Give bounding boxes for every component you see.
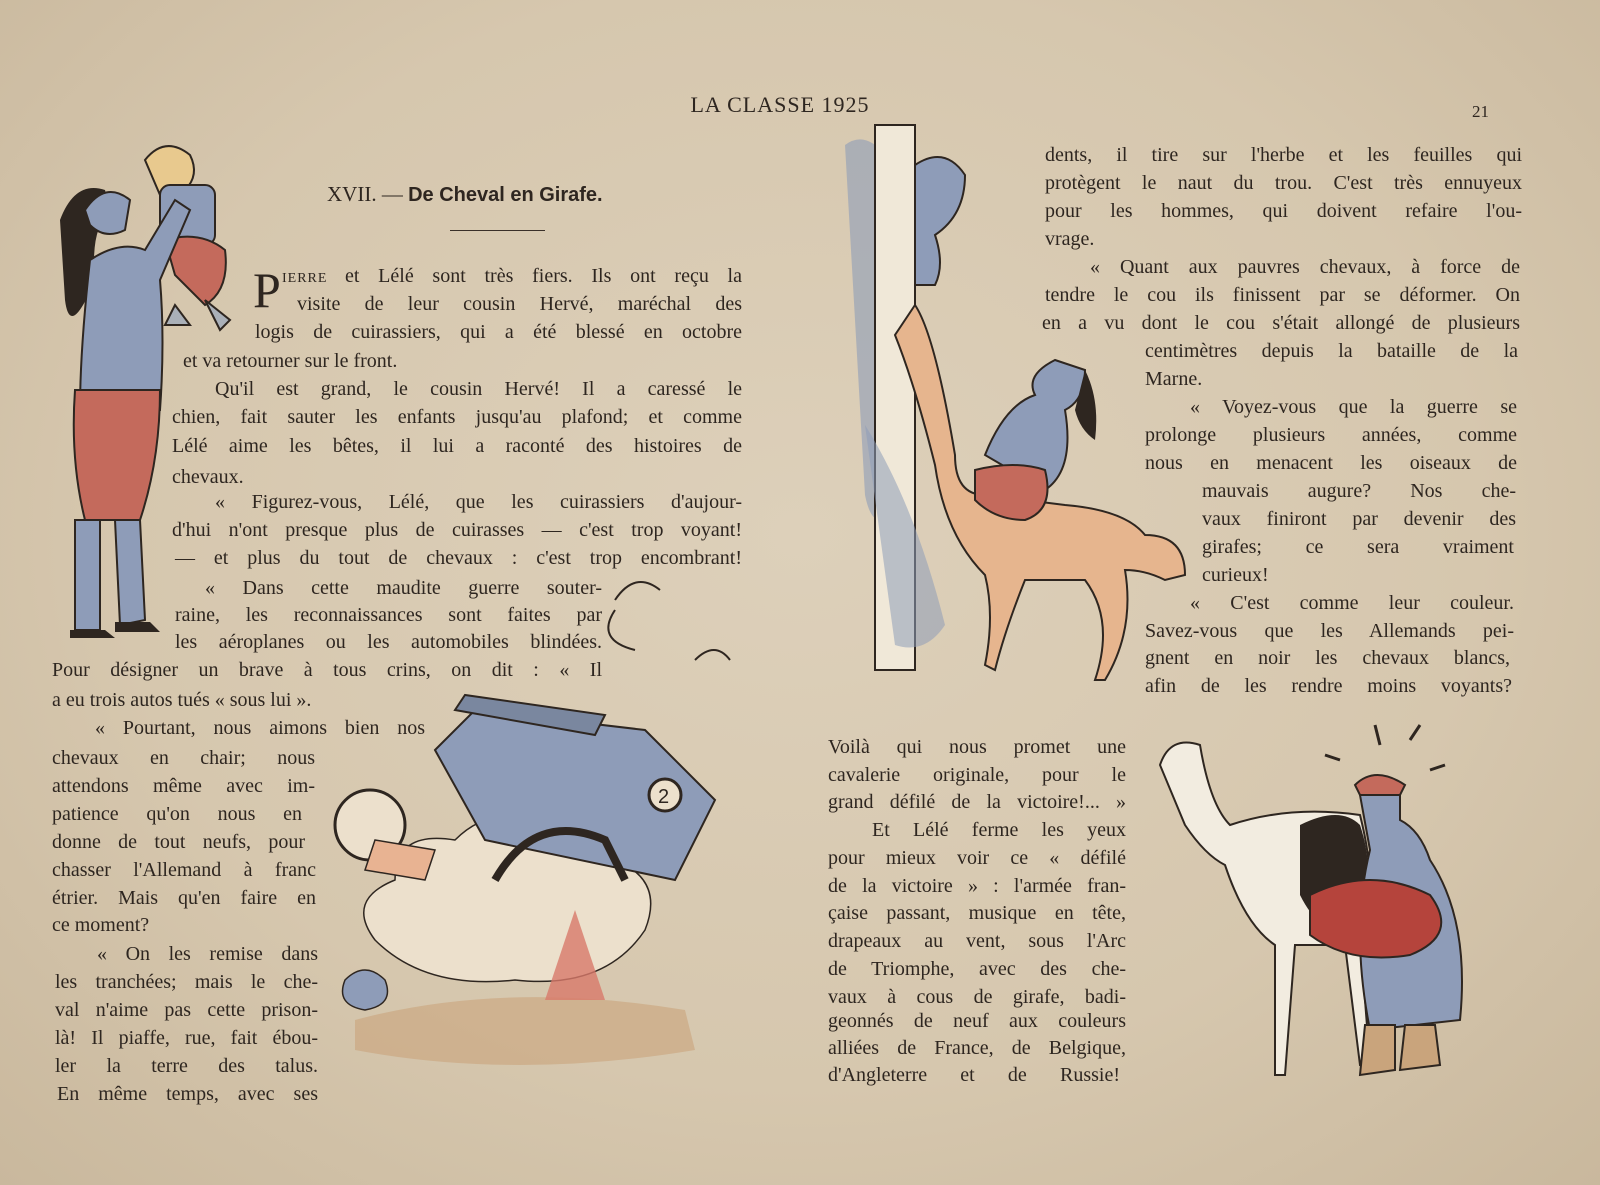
text-line: là! Il piaffe, rue, fait ébou- [55, 1027, 318, 1049]
text-line: ler la terre des talus. [55, 1055, 318, 1077]
text-line: « On les remise dans [97, 943, 318, 965]
drop-cap: P [253, 262, 281, 318]
text-line: « Pourtant, nous aimons bien nos [95, 717, 425, 739]
text-line: donne de tout neufs, pour [52, 831, 305, 853]
text-line: Marne. [1145, 368, 1203, 390]
text-line: geonnés de neuf aux couleurs [828, 1010, 1126, 1032]
text-line: gnent en noir les chevaux blancs, [1145, 647, 1510, 669]
chapter-number: XVII. — [327, 182, 403, 206]
text-line: protègent le naut du trou. C'est très ennuyeux [1045, 172, 1522, 194]
text-line: grand défilé de la victoire!... » [828, 791, 1126, 813]
chapter-title-text: De Cheval en Girafe. [408, 184, 603, 206]
text-line: et Lélé sont très fiers. Ils ont reçu la [345, 265, 742, 287]
text-line: « Voyez-vous que la guerre se [1190, 396, 1517, 418]
text-line: visite de leur cousin Hervé, maréchal des [297, 293, 742, 315]
text-line: val n'aime pas cette prison- [55, 999, 318, 1021]
text-line: alliées de France, de Belgique, [828, 1037, 1126, 1059]
text-line: curieux! [1202, 564, 1269, 586]
text-line: tendre le cou ils finissent par se déformer. On [1045, 284, 1520, 306]
illustration-soldier-with-child [50, 140, 250, 650]
text-line: — et plus du tout de chevaux : c'est trop encombrant! [175, 547, 742, 569]
illustration-painting-horse [1150, 725, 1480, 1095]
text-line: de la victoire » : l'armée fran- [828, 875, 1126, 897]
page-number: 21 [1472, 102, 1489, 121]
text-line: Qu'il est grand, le cousin Hervé! Il a caressé le [215, 378, 742, 400]
text-line: étrier. Mais qu'en faire en [52, 887, 316, 909]
text-line: chien, fait sauter les enfants jusqu'au plafond; et comme [172, 406, 742, 428]
text-line: Lélé aime les bêtes, il lui a raconté des histoires de [172, 435, 742, 457]
text-line: centimètres depuis la bataille de la [1145, 340, 1518, 362]
text-line: patience qu'on nous en [52, 803, 302, 825]
text-line: Savez-vous que les Allemands pei- [1145, 620, 1514, 642]
text-line: vrage. [1045, 228, 1095, 250]
text-line: nous en menacent les oiseaux de [1145, 452, 1517, 474]
car-number: 2 [658, 786, 670, 808]
text-line: « Dans cette maudite guerre souter- [205, 577, 602, 599]
text-line: d'hui n'ont presque plus de cuirasses — c'est trop voyant! [172, 519, 742, 541]
text-line: drapeaux au vent, sous l'Arc [828, 930, 1126, 952]
text-line: prolonge plusieurs années, comme [1145, 424, 1517, 446]
running-title: LA CLASSE 1925 [690, 92, 870, 117]
illustration-horse-and-tree [835, 125, 1185, 705]
first-word-small-caps: ierre [282, 265, 328, 287]
text-line: cavalerie originale, pour le [828, 764, 1126, 786]
text-line: vaux finiront par devenir des [1202, 508, 1516, 530]
text-line: a eu trois autos tués « sous lui ». [52, 689, 312, 711]
text-line: les tranchées; mais le che- [55, 971, 318, 993]
illustration-armoured-car [315, 580, 755, 1080]
chapter-title [327, 182, 603, 207]
text-line: En même temps, avec ses [57, 1083, 318, 1105]
text-line: « Quant aux pauvres chevaux, à force de [1090, 256, 1520, 278]
text-line: vaux à cous de girafe, badi- [828, 986, 1126, 1008]
text-line: ce moment? [52, 914, 150, 936]
text-line: les aéroplanes ou les automobiles blindées. [175, 631, 602, 653]
text-line: chevaux. [172, 466, 244, 488]
text-line: pour les hommes, qui doivent refaire l'ou- [1045, 200, 1522, 222]
text-line: de Triomphe, avec des che- [828, 958, 1126, 980]
text-line: girafes; ce sera vraiment [1202, 536, 1514, 558]
text-line: en a vu dont le cou s'était allongé de plusieurs [1042, 312, 1520, 334]
text-line: chasser l'Allemand à franc [52, 859, 316, 881]
text-line: Pour désigner un brave à tous crins, on dit : « Il [52, 659, 602, 681]
text-line: raine, les reconnaissances sont faites par [175, 604, 602, 626]
title-rule [450, 230, 545, 231]
text-line: d'Angleterre et de Russie! [828, 1064, 1120, 1086]
text-line: Et Lélé ferme les yeux [872, 819, 1126, 841]
text-line: logis de cuirassiers, qui a été blessé en octobre [255, 321, 742, 343]
text-line: mauvais augure? Nos che- [1202, 480, 1516, 502]
text-line: dents, il tire sur l'herbe et les feuilles qui [1045, 144, 1522, 166]
text-line: chevaux en chair; nous [52, 747, 315, 769]
text-line: afin de les rendre moins voyants? [1145, 675, 1512, 697]
text-line: « C'est comme leur couleur. [1190, 592, 1514, 614]
text-line: « Figurez-vous, Lélé, que les cuirassiers d'aujour- [215, 491, 742, 513]
text-line: attendons même avec im- [52, 775, 315, 797]
text-line: et va retourner sur le front. [183, 350, 398, 372]
text-line: çaise passant, musique en tête, [828, 902, 1126, 924]
text-line: Voilà qui nous promet une [828, 736, 1126, 758]
text-line: pour mieux voir ce « défilé [828, 847, 1126, 869]
